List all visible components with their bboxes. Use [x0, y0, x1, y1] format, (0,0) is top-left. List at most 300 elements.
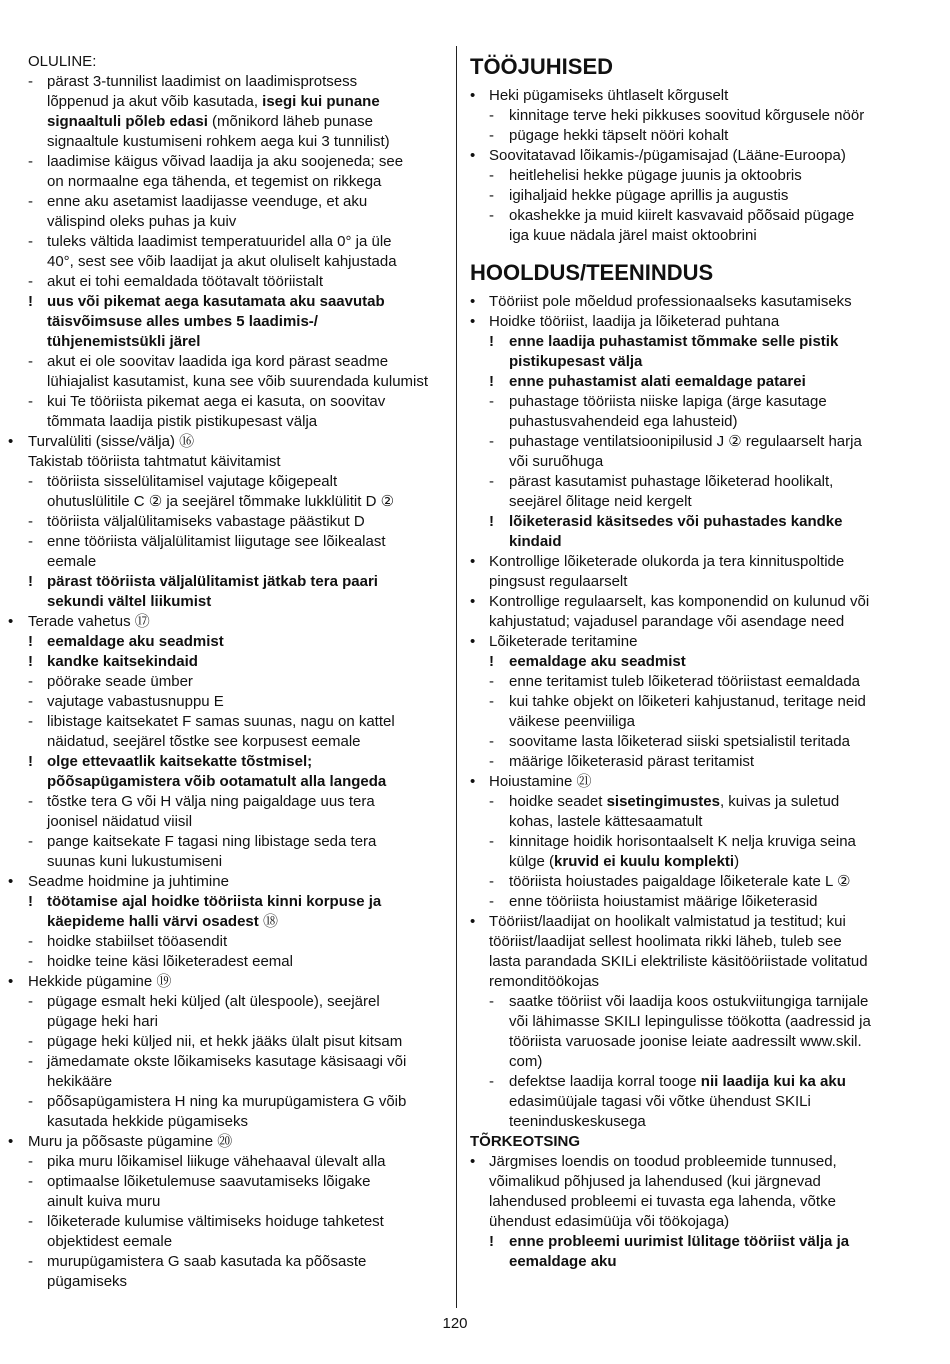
text-line [470, 372, 910, 392]
text-run: võimalikud põhjused ja lahendused (kui järgnevad [489, 1173, 821, 1190]
text-line [470, 692, 910, 712]
line-text [28, 692, 446, 712]
bold-text-run: signaaltuli põleb edasi [47, 113, 208, 130]
text-run: hoidke stabiilset tööasendit [47, 933, 228, 950]
dash-marker: - [28, 273, 33, 290]
text-run: ohutuslülitile C ② ja seejärel tõmmake lukklülitit D ② [47, 493, 395, 510]
text-line [28, 192, 446, 212]
dash-marker: - [489, 793, 494, 810]
text-run: väikese peenviiliga [509, 713, 635, 730]
line-text [28, 812, 446, 832]
line-text [28, 1272, 446, 1292]
text-line [28, 552, 446, 572]
line-text [470, 432, 910, 452]
line-text [28, 452, 446, 472]
section-spacer [470, 246, 910, 258]
line-text [28, 1172, 446, 1192]
dash-marker: - [489, 833, 494, 850]
text-run: pika muru lõikamisel liikuge vähehaaval ülevalt alla [47, 1153, 386, 1170]
text-line [28, 312, 446, 332]
bold-text-run: eemaldage aku [509, 1253, 617, 1270]
text-line [470, 832, 910, 852]
text-line [8, 612, 446, 632]
line-text [28, 192, 446, 212]
text-line [28, 1272, 446, 1292]
section-heading: TÖÖJUHISED [470, 54, 614, 79]
text-run: Kontrollige lõiketerade olukorda ja tera kinnituspoltide [489, 553, 845, 570]
text-line [470, 992, 910, 1012]
warning-marker: ! [28, 573, 33, 590]
bold-text-run: eemaldage aku seadmist [47, 633, 224, 650]
line-text [470, 752, 910, 772]
text-run: Soovitatavad lõikamis-/pügamisajad (Lääne-Euroopa) [489, 147, 846, 164]
bullet-marker: • [8, 613, 14, 630]
text-run: tööriista hoiustades paigaldage lõiketerale kate L ② [509, 873, 851, 890]
line-text [470, 392, 910, 412]
text-run: Takistab tööriista tahtmatut käivitamist [28, 453, 281, 470]
dash-marker: - [489, 893, 494, 910]
line-text [470, 106, 910, 126]
text-run: kinnitage terve heki pikkuses soovitud kõrgusele nöör [509, 107, 865, 124]
bold-text-run: nii laadija kui ka aku [700, 1073, 846, 1090]
text-run: igihaljaid hekke pügage aprillis ja augustis [509, 187, 789, 204]
text-line [28, 352, 446, 372]
column-divider [456, 46, 457, 1308]
text-run: eemale [47, 553, 97, 570]
bullet-marker: • [8, 973, 14, 990]
line-text [470, 412, 910, 432]
line-text [28, 152, 446, 172]
text-run: puhastage tööriista niiske lapiga (ärge kasutage [509, 393, 827, 410]
text-line [28, 132, 446, 152]
line-text [28, 272, 446, 292]
text-line [28, 1032, 446, 1052]
text-line [28, 592, 446, 612]
text-run: Hoiustamine ㉑ [489, 773, 592, 790]
dash-marker: - [489, 1073, 494, 1090]
line-text [28, 1192, 446, 1212]
text-run: on normaalne ega tähenda, et tegemist on rikkega [47, 173, 382, 190]
line-text [470, 632, 910, 652]
line-text [28, 732, 446, 752]
text-run: lühiajalist kasutamist, kuna see võib suurendada kulumist [47, 373, 429, 390]
text-run: kohas, lastele kättesaamatult [509, 813, 703, 830]
text-line [28, 892, 446, 912]
line-text [470, 292, 910, 312]
bullet-marker: • [470, 553, 476, 570]
bullet-marker: • [8, 1133, 14, 1150]
line-text [28, 652, 446, 672]
text-run: optimaalse lõiketulemuse saavutamiseks lõigake [47, 1173, 371, 1190]
text-line [28, 1252, 446, 1272]
line-text [470, 1152, 910, 1172]
text-run: iga kuue nädala järel maist oktoobrini [509, 227, 757, 244]
line-text [28, 672, 446, 692]
bold-text-run: kindaid [509, 533, 562, 550]
text-run: (mõnikord läheb punase [207, 113, 373, 130]
page-number: 120 [442, 1315, 468, 1332]
line-text [470, 1012, 910, 1032]
text-line [470, 792, 910, 812]
line-text [470, 1112, 910, 1132]
text-run: kui Te tööriista pikemat aega ei kasuta, on soovitav [47, 393, 386, 410]
text-line [470, 932, 910, 952]
text-line [28, 812, 446, 832]
text-line [28, 512, 446, 532]
text-line [470, 332, 910, 352]
text-run: remonditöökojas [489, 973, 600, 990]
text-line [28, 1152, 446, 1172]
text-line [28, 792, 446, 812]
line-text [28, 172, 446, 192]
bullet-marker: • [470, 633, 476, 650]
text-run: enne tööriista väljalülitamist liigutage see lõikealast [47, 533, 386, 550]
line-text [28, 872, 446, 892]
line-text [28, 52, 446, 72]
warning-marker: ! [28, 653, 33, 670]
line-text [470, 712, 910, 732]
line-text [28, 712, 446, 732]
line-text [28, 1052, 446, 1072]
text-line [470, 412, 910, 432]
line-text [28, 552, 446, 572]
dash-marker: - [28, 393, 33, 410]
dash-marker: - [28, 1253, 33, 1270]
line-text [28, 332, 446, 352]
text-run: pügage hekki täpselt nööri kohalt [509, 127, 729, 144]
text-line [470, 452, 910, 472]
line-text [470, 612, 910, 632]
line-text [470, 166, 910, 186]
dash-marker: - [489, 393, 494, 410]
dash-marker: - [489, 473, 494, 490]
line-text [28, 112, 446, 132]
line-text [28, 1112, 446, 1132]
text-line [470, 86, 910, 106]
text-run: Hekkide pügamine ⑲ [28, 973, 172, 990]
bullet-marker: • [470, 313, 476, 330]
text-line [28, 992, 446, 1012]
text-line [470, 1052, 910, 1072]
dash-marker: - [28, 833, 33, 850]
line-text [470, 792, 910, 812]
text-line [28, 172, 446, 192]
text-line [470, 206, 910, 226]
bold-text-run: eemaldage aku seadmist [509, 653, 686, 670]
text-run: lõiketerade kulumise vältimiseks hoiduge tahketest [47, 1213, 384, 1230]
text-run: pügamiseks [47, 1273, 128, 1290]
text-line [470, 552, 910, 572]
line-text [28, 372, 446, 392]
text-run: põõsapügamistera H ning ka murupügamistera G võib [47, 1093, 407, 1110]
text-line [470, 1032, 910, 1052]
line-text [470, 1252, 910, 1272]
text-line [28, 1012, 446, 1032]
bullet-marker: • [470, 87, 476, 104]
text-line [28, 732, 446, 752]
dash-marker: - [489, 993, 494, 1010]
text-run: joonisel näidatud viisil [47, 813, 193, 830]
text-line [28, 1072, 446, 1092]
line-text [470, 932, 910, 952]
warning-marker: ! [28, 293, 33, 310]
text-run: kinnitage hoidik horisontaalselt K nelja kruviga seina [509, 833, 856, 850]
line-text [28, 1012, 446, 1032]
text-line [470, 106, 910, 126]
text-run: soovitame lasta lõiketerad siiski spetsialistil teritada [509, 733, 850, 750]
text-run: hoidke teine käsi lõiketeradest eemal [47, 953, 293, 970]
text-line [28, 1212, 446, 1232]
line-text [470, 592, 910, 612]
text-line [28, 532, 446, 552]
text-run: murupügamistera G saab kasutada ka põõsaste [47, 1253, 367, 1270]
text-run: tuleks vältida laadimist temperatuuridel alla 0° ja üle [47, 233, 392, 250]
subsection-heading: TÕRKEOTSING [470, 1133, 581, 1150]
line-text [470, 452, 910, 472]
text-line [28, 932, 446, 952]
text-line [28, 92, 446, 112]
text-run: pange kaitsekate F tagasi ning libistage seda tera [47, 833, 377, 850]
text-run: kui tahke objekt on lõiketeri kahjustanud, teritage neid [509, 693, 866, 710]
line-text [28, 1232, 446, 1252]
text-line [470, 126, 910, 146]
bold-text-run: enne puhastamist alati eemaldage patarei [509, 373, 806, 390]
bold-text-run: kandke kaitsekindaid [47, 653, 198, 670]
text-run: tööriist/laadijat sellest hoolimata rikki läheb, tuleb see [489, 933, 842, 950]
text-line [470, 652, 910, 672]
dash-marker: - [28, 193, 33, 210]
text-run: laadimise käigus võivad laadija ja aku soojeneda; see [47, 153, 404, 170]
bold-text-run: põõsapügamistera võib ootamatult alla langeda [47, 773, 387, 790]
text-run: ainult kuiva muru [47, 1193, 161, 1210]
text-line [8, 872, 446, 892]
text-run: hekikääre [47, 1073, 113, 1090]
text-run: suunas kuni lukustumiseni [47, 853, 223, 870]
text-run: libistage kaitsekatet F samas suunas, nagu on kattel [47, 713, 395, 730]
text-line [28, 952, 446, 972]
text-line [470, 472, 910, 492]
line-text [470, 672, 910, 692]
text-run: Turvalüliti (sisse/välja) ⑯ [28, 433, 195, 450]
text-line [28, 572, 446, 592]
text-line [28, 372, 446, 392]
text-run: Lõiketerade teritamine [489, 633, 638, 650]
text-run: seejärel õlitage neid kergelt [509, 493, 692, 510]
line-text [470, 226, 910, 246]
text-line [28, 692, 446, 712]
dash-marker: - [28, 1033, 33, 1050]
line-text [470, 912, 910, 932]
line-text [470, 512, 910, 532]
text-run: pingsust regulaarselt [489, 573, 628, 590]
text-run: tõmmata laadija pistik pistikupesast välja [47, 413, 318, 430]
section-heading: HOOLDUS/TEENINDUS [470, 260, 714, 285]
text-line [8, 972, 446, 992]
line-text [28, 992, 446, 1012]
text-run: pärast kasutamist puhastage lõiketerad hoolikalt, [509, 473, 834, 490]
text-line [470, 732, 910, 752]
text-line [470, 1092, 910, 1112]
text-line [28, 1112, 446, 1132]
text-line [28, 272, 446, 292]
text-run: Tööriist pole mõeldud professionaalseks kasutamiseks [489, 293, 852, 310]
bold-text-run: täisvõimsuse alles umbes 5 laadimis-/ [47, 313, 318, 330]
text-run: tõstke tera G või H välja ning paigaldage uus tera [47, 793, 375, 810]
text-run: com) [509, 1053, 543, 1070]
dash-marker: - [28, 473, 33, 490]
text-line [470, 1212, 910, 1232]
text-line [28, 912, 446, 932]
dash-marker: - [489, 693, 494, 710]
line-text [28, 852, 446, 872]
text-line [28, 452, 446, 472]
bullet-marker: • [8, 433, 14, 450]
line-text [470, 1052, 910, 1072]
text-line [470, 1172, 910, 1192]
line-text [28, 832, 446, 852]
dash-marker: - [28, 793, 33, 810]
dash-marker: - [28, 513, 33, 530]
text-line [28, 1092, 446, 1112]
warning-marker: ! [489, 513, 494, 530]
text-run: edasimüüjale tagasi või võtke ühendust SKILi [509, 1093, 811, 1110]
line-text [470, 992, 910, 1012]
text-line [28, 852, 446, 872]
line-text [28, 1252, 446, 1272]
text-line [470, 752, 910, 772]
text-run: lõppenud ja akut võib kasutada, [47, 93, 263, 110]
dash-marker: - [489, 127, 494, 144]
text-run: signaaltule kustumiseni rohkem aega kui 3 tunnilist) [47, 133, 390, 150]
text-line [470, 226, 910, 246]
text-run: tööriista väljalülitamiseks vabastage päästikut D [47, 513, 365, 530]
text-line [28, 752, 446, 772]
line-text [470, 872, 910, 892]
text-run: kasutada hekkide pügamiseks [47, 1113, 248, 1130]
line-text [470, 1192, 910, 1212]
bold-text-run: käepideme halli värvi osadest [47, 913, 259, 930]
line-text [28, 1032, 446, 1052]
text-line [470, 292, 910, 312]
line-text [28, 612, 446, 632]
text-line [470, 612, 910, 632]
text-run: enne aku asetamist laadijasse veenduge, et aku [47, 193, 368, 210]
bold-text-run: töötamise ajal hoidke tööriista kinni korpuse ja [47, 893, 382, 910]
line-text [28, 512, 446, 532]
line-text [470, 832, 910, 852]
text-run: välispind oleks puhas ja kuiv [47, 213, 237, 230]
line-text [28, 632, 446, 652]
bullet-marker: • [470, 1153, 476, 1170]
text-run: Terade vahetus ⑰ [28, 613, 150, 630]
line-text [470, 332, 910, 352]
text-line [470, 912, 910, 932]
line-text [470, 206, 910, 226]
text-run: akut ei ole soovitav laadida iga kord pärast seadme [47, 353, 389, 370]
dash-marker: - [28, 233, 33, 250]
text-line [28, 472, 446, 492]
dash-marker: - [28, 993, 33, 1010]
text-line [28, 1192, 446, 1212]
line-text [470, 492, 910, 512]
text-line [28, 1232, 446, 1252]
dash-marker: - [489, 187, 494, 204]
text-run: lahendused probleemi ei tuvasta ega lahenda, võtke [489, 1193, 836, 1210]
bold-text-run: uus või pikemat aega kasutamata aku saavutab [47, 293, 385, 310]
warning-marker: ! [28, 893, 33, 910]
text-line [470, 952, 910, 972]
dash-marker: - [489, 207, 494, 224]
text-line [470, 592, 910, 612]
line-text [28, 392, 446, 412]
text-run: näidatud, seejärel tõstke see korpusest eemale [47, 733, 361, 750]
text-line [470, 492, 910, 512]
dash-marker: - [489, 753, 494, 770]
text-line [470, 352, 910, 372]
right-column [470, 52, 910, 1272]
text-line [470, 672, 910, 692]
text-run: pöörake seade ümber [47, 673, 193, 690]
text-line [470, 1192, 910, 1212]
text-run: puhastage ventilatsioonipilusid J ② regulaarselt harja [509, 433, 862, 450]
text-line [28, 112, 446, 132]
text-run: ) [734, 853, 740, 870]
bullet-marker: • [470, 293, 476, 310]
line-text [470, 1032, 910, 1052]
line-text [470, 692, 910, 712]
bold-text-run: olge ettevaatlik kaitsekatte tõstmisel; [47, 753, 313, 770]
line-text [28, 572, 446, 592]
line-text [470, 552, 910, 572]
text-line [28, 292, 446, 312]
text-run: enne teritamist tuleb lõiketerad tööriistast eemaldada [509, 673, 861, 690]
dash-marker: - [28, 713, 33, 730]
text-run: Seadme hoidmine ja juhtimine [28, 873, 229, 890]
dash-marker: - [28, 1213, 33, 1230]
text-line [28, 832, 446, 852]
text-line [28, 232, 446, 252]
line-text [28, 792, 446, 812]
text-line [470, 432, 910, 452]
text-line [8, 1132, 446, 1152]
dash-marker: - [28, 933, 33, 950]
dash-marker: - [28, 693, 33, 710]
text-line [28, 332, 446, 352]
bullet-marker: • [470, 147, 476, 164]
bullet-marker: • [470, 913, 476, 930]
text-line [470, 1252, 910, 1272]
bold-text-run: enne probleemi uurimist lülitage tööriist välja ja [509, 1233, 850, 1250]
text-run: ⑱ [258, 913, 278, 930]
text-line [470, 146, 910, 166]
line-text [28, 472, 446, 492]
bold-text-run: sekundi vältel liikumist [47, 593, 212, 610]
text-run: kahjustatud; vajadusel parandage või asendage need [489, 613, 845, 630]
line-text [28, 492, 446, 512]
text-line [470, 1152, 910, 1172]
line-text [470, 652, 910, 672]
line-text [470, 352, 910, 372]
text-line [470, 392, 910, 412]
text-line [470, 312, 910, 332]
text-line [28, 72, 446, 92]
dash-marker: - [489, 673, 494, 690]
text-line [470, 712, 910, 732]
line-text [470, 312, 910, 332]
dash-marker: - [489, 433, 494, 450]
dash-marker: - [28, 1173, 33, 1190]
text-run: 40°, sest see võib laadijat ja akut oluliselt kahjustada [47, 253, 397, 270]
